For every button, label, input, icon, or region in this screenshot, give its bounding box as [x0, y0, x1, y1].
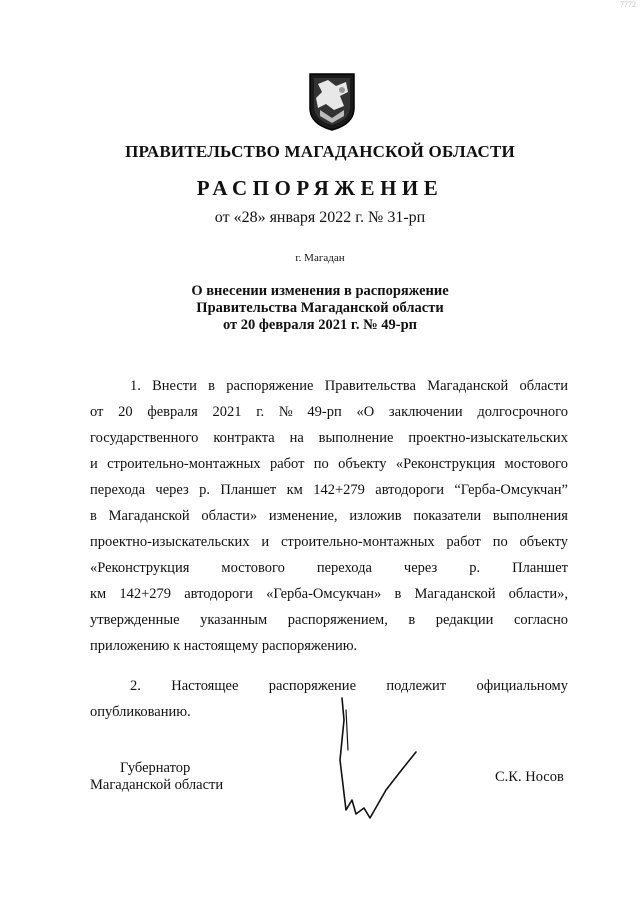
word: февраля [147, 404, 198, 420]
word: опубликованию. [90, 704, 191, 720]
word: строительно-монтажных [107, 456, 261, 472]
word: км [90, 586, 107, 602]
word: изменение, [268, 508, 338, 524]
word: № [278, 404, 293, 420]
word: подлежит [386, 678, 447, 694]
word: «Реконструкция [90, 560, 190, 576]
word: в [208, 378, 215, 394]
word: 142+279 [313, 482, 365, 498]
word: р. [199, 482, 210, 498]
word: строительно-монтажных [281, 534, 435, 550]
word: в [90, 508, 97, 524]
subject-line: О внесении изменения в распоряжение [191, 283, 449, 299]
word: Внести [152, 378, 197, 394]
word: указанным [200, 612, 268, 628]
word: 2021 [212, 404, 242, 420]
text-line [90, 399, 568, 425]
text-line [90, 503, 568, 529]
word: 49-рп [307, 404, 342, 420]
word: распоряжение [226, 378, 314, 394]
word: и [90, 456, 98, 472]
word: в [408, 612, 416, 628]
document-type-heading: РАСПОРЯЖЕНИЕ [196, 176, 444, 200]
word: редакции [435, 612, 494, 628]
word: проектно-изыскательских [408, 430, 568, 446]
paragraph-1 [90, 373, 568, 659]
word: заключении [388, 404, 463, 420]
word: г. [256, 404, 265, 420]
text-line [90, 673, 568, 699]
word: автодороги [375, 482, 444, 498]
handwritten-signature [330, 690, 430, 830]
word: «Герба-Омсукчан» [266, 586, 382, 602]
word: долгосрочного [477, 404, 568, 420]
text-line [90, 425, 568, 451]
word: «Реконструкция [395, 456, 496, 472]
word: перехода [90, 482, 146, 498]
subject-line: Правительства Магаданской области [196, 300, 444, 316]
signer-name: С.К. Носов [495, 769, 564, 785]
coat-of-arms-emblem [306, 70, 358, 132]
word: выполнение [318, 430, 394, 446]
word: 20 [118, 404, 133, 420]
word: Магаданской [108, 508, 190, 524]
word: по [313, 456, 329, 472]
word: “Герба-Омсукчан” [454, 482, 568, 498]
word: «О [356, 404, 375, 420]
government-title: ПРАВИТЕЛЬСТВО МАГАДАНСКОЙ ОБЛАСТИ [125, 142, 515, 161]
word: приложению к настоящему распоряжению. [90, 638, 358, 654]
word: области» [201, 508, 258, 524]
word: через [155, 482, 189, 498]
word: по [492, 534, 508, 550]
subject-heading [0, 283, 640, 334]
word: проектно-изыскательских [90, 534, 250, 550]
word: контракта [213, 430, 275, 446]
word: 142+279 [119, 586, 172, 602]
word: объекту [338, 456, 387, 472]
city-line: г. Магадан [295, 252, 345, 264]
paragraph-2 [90, 673, 568, 725]
word: показатели [413, 508, 482, 524]
word: распоряжение [268, 678, 357, 694]
word: государственного [90, 430, 199, 446]
word: Настоящее [171, 678, 239, 694]
word: через [403, 560, 438, 576]
word: от [90, 404, 104, 420]
word: мостового [504, 456, 568, 472]
word: согласно [513, 612, 568, 628]
text-line [90, 529, 568, 555]
word: 1. [130, 378, 141, 394]
text-line [90, 555, 568, 581]
word: Правительства [324, 378, 416, 394]
word: Магаданской [414, 586, 496, 602]
word: мостового [221, 560, 285, 576]
word: официальному [476, 678, 568, 694]
word: на [289, 430, 304, 446]
signer-position [90, 760, 223, 794]
word: распоряжением, [287, 612, 388, 628]
subject-line: от 20 февраля 2021 г. № 49-рп [222, 317, 418, 333]
word: области», [508, 586, 568, 602]
text-line [90, 699, 568, 725]
word: Магаданской [427, 378, 509, 394]
word: км [286, 482, 303, 498]
word: области [519, 378, 568, 394]
signer-position-line: Магаданской области [90, 777, 224, 793]
text-line [90, 633, 568, 659]
text-line [90, 581, 568, 607]
word: Планшет [512, 560, 568, 576]
word: выполнения [492, 508, 568, 524]
word: утвержденные [90, 612, 180, 628]
word: перехода [316, 560, 372, 576]
word: Планшет [220, 482, 277, 498]
word: автодороги [184, 586, 253, 602]
word: р. [469, 560, 481, 576]
corner-mark: 7772 [620, 0, 636, 9]
word: в [394, 586, 402, 602]
text-line [90, 477, 568, 503]
document-date-number: от «28» января 2022 г. № 31-рп [214, 209, 426, 226]
word: 2. [130, 678, 141, 694]
signer-position-line: Губернатор [120, 760, 191, 776]
text-line [90, 373, 568, 399]
text-line [90, 607, 568, 633]
word: объекту [519, 534, 568, 550]
word: изложив [349, 508, 402, 524]
word: работ [269, 456, 305, 472]
word: и [261, 534, 270, 550]
word: работ [446, 534, 481, 550]
text-line [90, 451, 568, 477]
